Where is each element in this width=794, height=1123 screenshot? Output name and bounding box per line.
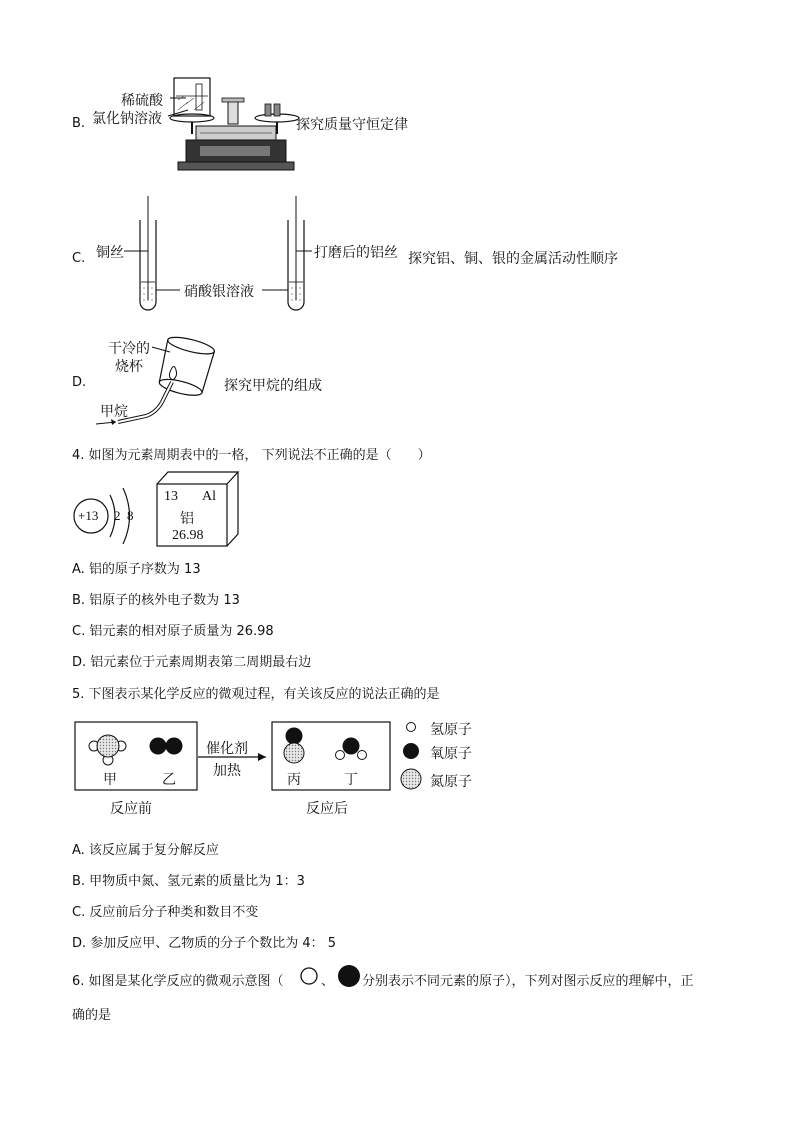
q6-stem-start: 6. 如图是某化学反应的微观示意图（ bbox=[72, 974, 284, 989]
cell-symbol: Al bbox=[202, 489, 216, 504]
q4-stem: 4. 如图为元素周期表中的一格， 下列说法不正确的是（ ） bbox=[72, 448, 431, 463]
label-silver-nitrate-solution: 硝酸银溶液 bbox=[184, 284, 254, 300]
product-ding-label: 丁 bbox=[344, 772, 358, 788]
q4-option-a: A. 铝的原子序数为 13 bbox=[72, 562, 201, 577]
label-methane: 甲烷 bbox=[100, 404, 128, 420]
option-d-letter: D. bbox=[72, 375, 87, 390]
product-bing-label: 丙 bbox=[287, 772, 301, 788]
cell-element-name: 铝 bbox=[180, 511, 194, 527]
q5-option-c: C. 反应前后分子种类和数目不变 bbox=[72, 905, 259, 920]
cell-atomic-number: 13 bbox=[164, 489, 178, 504]
atom-shell1-electrons: 2 bbox=[114, 508, 121, 523]
q5-option-d: D. 参加反应甲、乙物质的分子个数比为 4： 5 bbox=[72, 936, 337, 951]
q6-stem-continued: 分别表示不同元素的原子），下列对图示反应的理解中，正 bbox=[362, 974, 694, 989]
black-atom-icon bbox=[338, 965, 360, 987]
label-sodium-chloride-solution: 氯化钠溶液 bbox=[92, 111, 162, 127]
reactant-yi-label: 乙 bbox=[162, 772, 176, 788]
q4-option-b: B. 铝原子的核外电子数为 13 bbox=[72, 593, 240, 608]
cell-atomic-mass: 26.98 bbox=[172, 528, 204, 543]
legend-oxygen-atom: 氧原子 bbox=[430, 746, 472, 762]
condition-heat: 加热 bbox=[213, 763, 241, 779]
label-dry-cold-1: 干冷的 bbox=[108, 341, 150, 357]
label-polished-aluminum-wire: 打磨后的铝丝 bbox=[314, 245, 398, 261]
label-copper-wire: 铜丝 bbox=[96, 245, 124, 261]
legend-hydrogen-atom: 氢原子 bbox=[430, 722, 472, 738]
q5-stem: 5. 下图表示某化学反应的微观过程，有关该反应的说法正确的是 bbox=[72, 687, 440, 702]
atom-shell2-electrons: 8 bbox=[127, 508, 134, 523]
option-c-purpose: 探究铝、铜、银的金属活动性顺序 bbox=[408, 251, 618, 267]
caption-after-reaction: 反应后 bbox=[306, 801, 348, 817]
atom-nucleus-charge: +13 bbox=[78, 508, 99, 523]
q6-stem-separator: 、 bbox=[321, 974, 335, 989]
q4-option-d: D. 铝元素位于元素周期表第二周期最右边 bbox=[72, 655, 312, 670]
q6-stem-line2: 确的是 bbox=[72, 1008, 112, 1023]
q5-option-b: B. 甲物质中氮、氢元素的质量比为 1：3 bbox=[72, 874, 305, 889]
condition-catalyst: 催化剂 bbox=[206, 741, 248, 757]
option-b-purpose: 探究质量守恒定律 bbox=[296, 117, 408, 133]
label-dry-cold-2: 烧杯 bbox=[115, 359, 143, 375]
white-atom-icon bbox=[301, 968, 317, 984]
caption-before-reaction: 反应前 bbox=[110, 801, 152, 817]
option-c-letter: C. bbox=[72, 251, 86, 266]
legend-nitrogen-atom: 氮原子 bbox=[430, 774, 472, 790]
label-dilute-sulfuric-acid: 稀硫酸 bbox=[121, 93, 163, 109]
option-b-letter: B. bbox=[72, 116, 86, 131]
reactant-jia-label: 甲 bbox=[103, 772, 117, 788]
q4-option-c: C. 铝元素的相对原子质量为 26.98 bbox=[72, 624, 274, 639]
q5-option-a: A. 该反应属于复分解反应 bbox=[72, 843, 219, 858]
option-d-purpose: 探究甲烷的组成 bbox=[224, 378, 322, 394]
